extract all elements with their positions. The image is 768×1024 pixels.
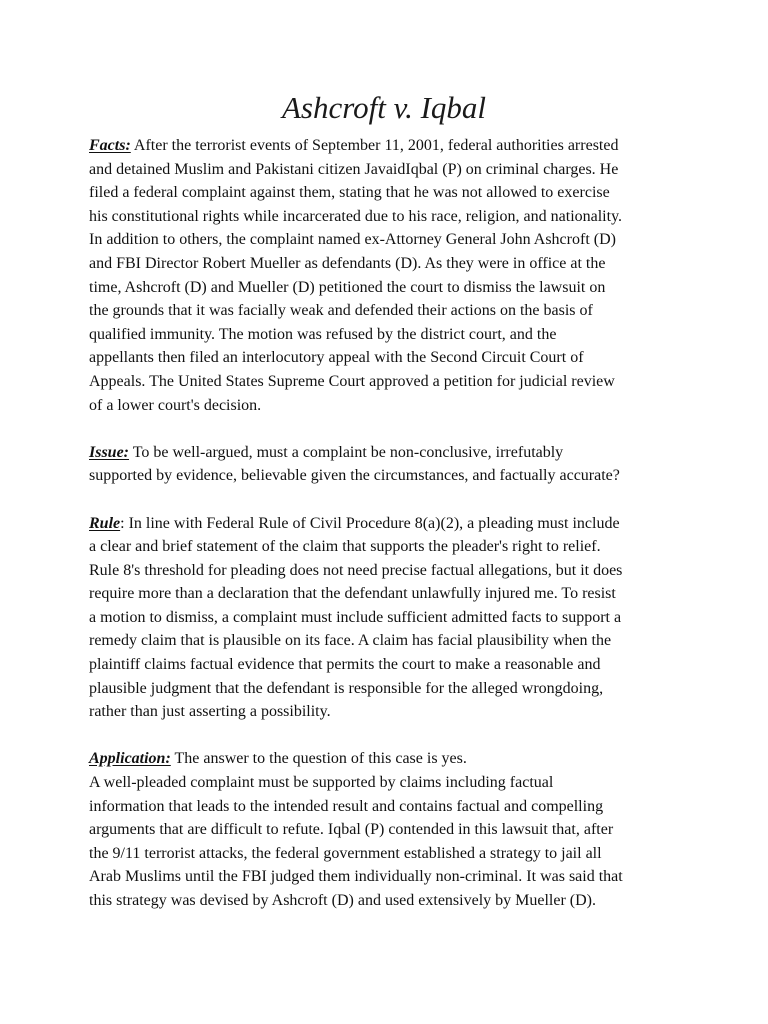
text-line-content: After the terrorist events of September 11, 2001, federal authorities arrested: [130, 137, 619, 154]
text-line: filed a federal complaint against them, stating that he was not allowed to exercise: [89, 184, 610, 202]
application-label: Application:: [89, 750, 171, 768]
issue-label: Issue:: [89, 443, 130, 461]
text-line: A well-pleaded complaint must be supported by claims including factual: [89, 774, 554, 792]
text-line-content: The answer to the question of this case is yes.: [170, 750, 467, 768]
text-line: and detained Muslim and Pakistani citizen JavaidIqbal (P) on criminal charges. He: [89, 160, 619, 178]
text-line: his constitutional rights while incarcerated due to his race, religion, and nationality.: [89, 207, 623, 225]
text-line: plaintiff claims factual evidence that permits the court to make a reasonable and: [89, 656, 601, 674]
text-line: a clear and brief statement of the claim that supports the pleader's right to relief.: [89, 538, 601, 556]
issue-paragraph: [89, 441, 689, 488]
text-line: arguments that are difficult to refute. Iqbal (P) contended in this lawsuit that, after: [89, 821, 614, 839]
text-line: supported by evidence, believable given the circumstances, and factually accurate?: [89, 467, 620, 485]
paragraph-gap: [89, 417, 689, 441]
text-line: Appeals. The United States Supreme Court approved a petition for judicial review: [89, 372, 615, 390]
text-line: appellants then filed an interlocutory appeal with the Second Circuit Court of: [89, 349, 584, 367]
facts-label: Facts:: [89, 137, 131, 154]
text-line: of a lower court's decision.: [89, 396, 262, 414]
paragraph-gap: [89, 488, 689, 512]
text-line: require more than a declaration that the defendant unlawfully injured me. To resist: [89, 585, 616, 603]
text-line: remedy claim that is plausible on its face. A claim has facial plausibility when the: [89, 632, 612, 650]
text-line: and FBI Director Robert Mueller as defendants (D). As they were in office at the: [89, 254, 606, 272]
text-line: [89, 512, 689, 536]
text-line: plausible judgment that the defendant is responsible for the alleged wrongdoing,: [89, 679, 604, 697]
text-line: information that leads to the intended result and contains factual and compelling: [89, 797, 604, 815]
application-paragraph: [89, 747, 689, 912]
text-line: the grounds that it was facially weak and defended their actions on the basis of: [89, 302, 593, 320]
rule-label: Rule: [89, 514, 121, 532]
document-body: [89, 134, 689, 913]
text-line: Rule 8's threshold for pleading does not need precise factual allegations, but it does: [89, 561, 623, 579]
text-line: qualified immunity. The motion was refused by the district court, and the: [89, 325, 557, 343]
document-title: Ashcroft v. Iqbal: [281, 90, 487, 125]
text-line: In addition to others, the complaint named ex-Attorney General John Ashcroft (D): [89, 231, 616, 249]
text-line: [89, 747, 689, 771]
facts-paragraph: [89, 134, 689, 417]
text-line: Arab Muslims until the FBI judged them individually non-criminal. It was said that: [89, 868, 623, 886]
text-line: [89, 441, 689, 465]
text-line: [89, 134, 689, 158]
text-line: this strategy was devised by Ashcroft (D) and used extensively by Mueller (D).: [89, 892, 596, 909]
paragraph-gap: [89, 724, 689, 748]
text-line: time, Ashcroft (D) and Mueller (D) petitioned the court to dismiss the lawsuit on: [89, 278, 606, 296]
text-line: rather than just asserting a possibility.: [89, 703, 331, 721]
text-line: the 9/11 terrorist attacks, the federal government established a strategy to jail all: [89, 844, 602, 862]
text-line-content: To be well-argued, must a complaint be non-conclusive, irrefutably: [129, 443, 564, 461]
text-line: a motion to dismiss, a complaint must include sufficient admitted facts to support a: [89, 608, 622, 626]
text-line-content: : In line with Federal Rule of Civil Procedure 8(a)(2), a pleading must include: [120, 514, 620, 532]
rule-paragraph: [89, 512, 689, 724]
